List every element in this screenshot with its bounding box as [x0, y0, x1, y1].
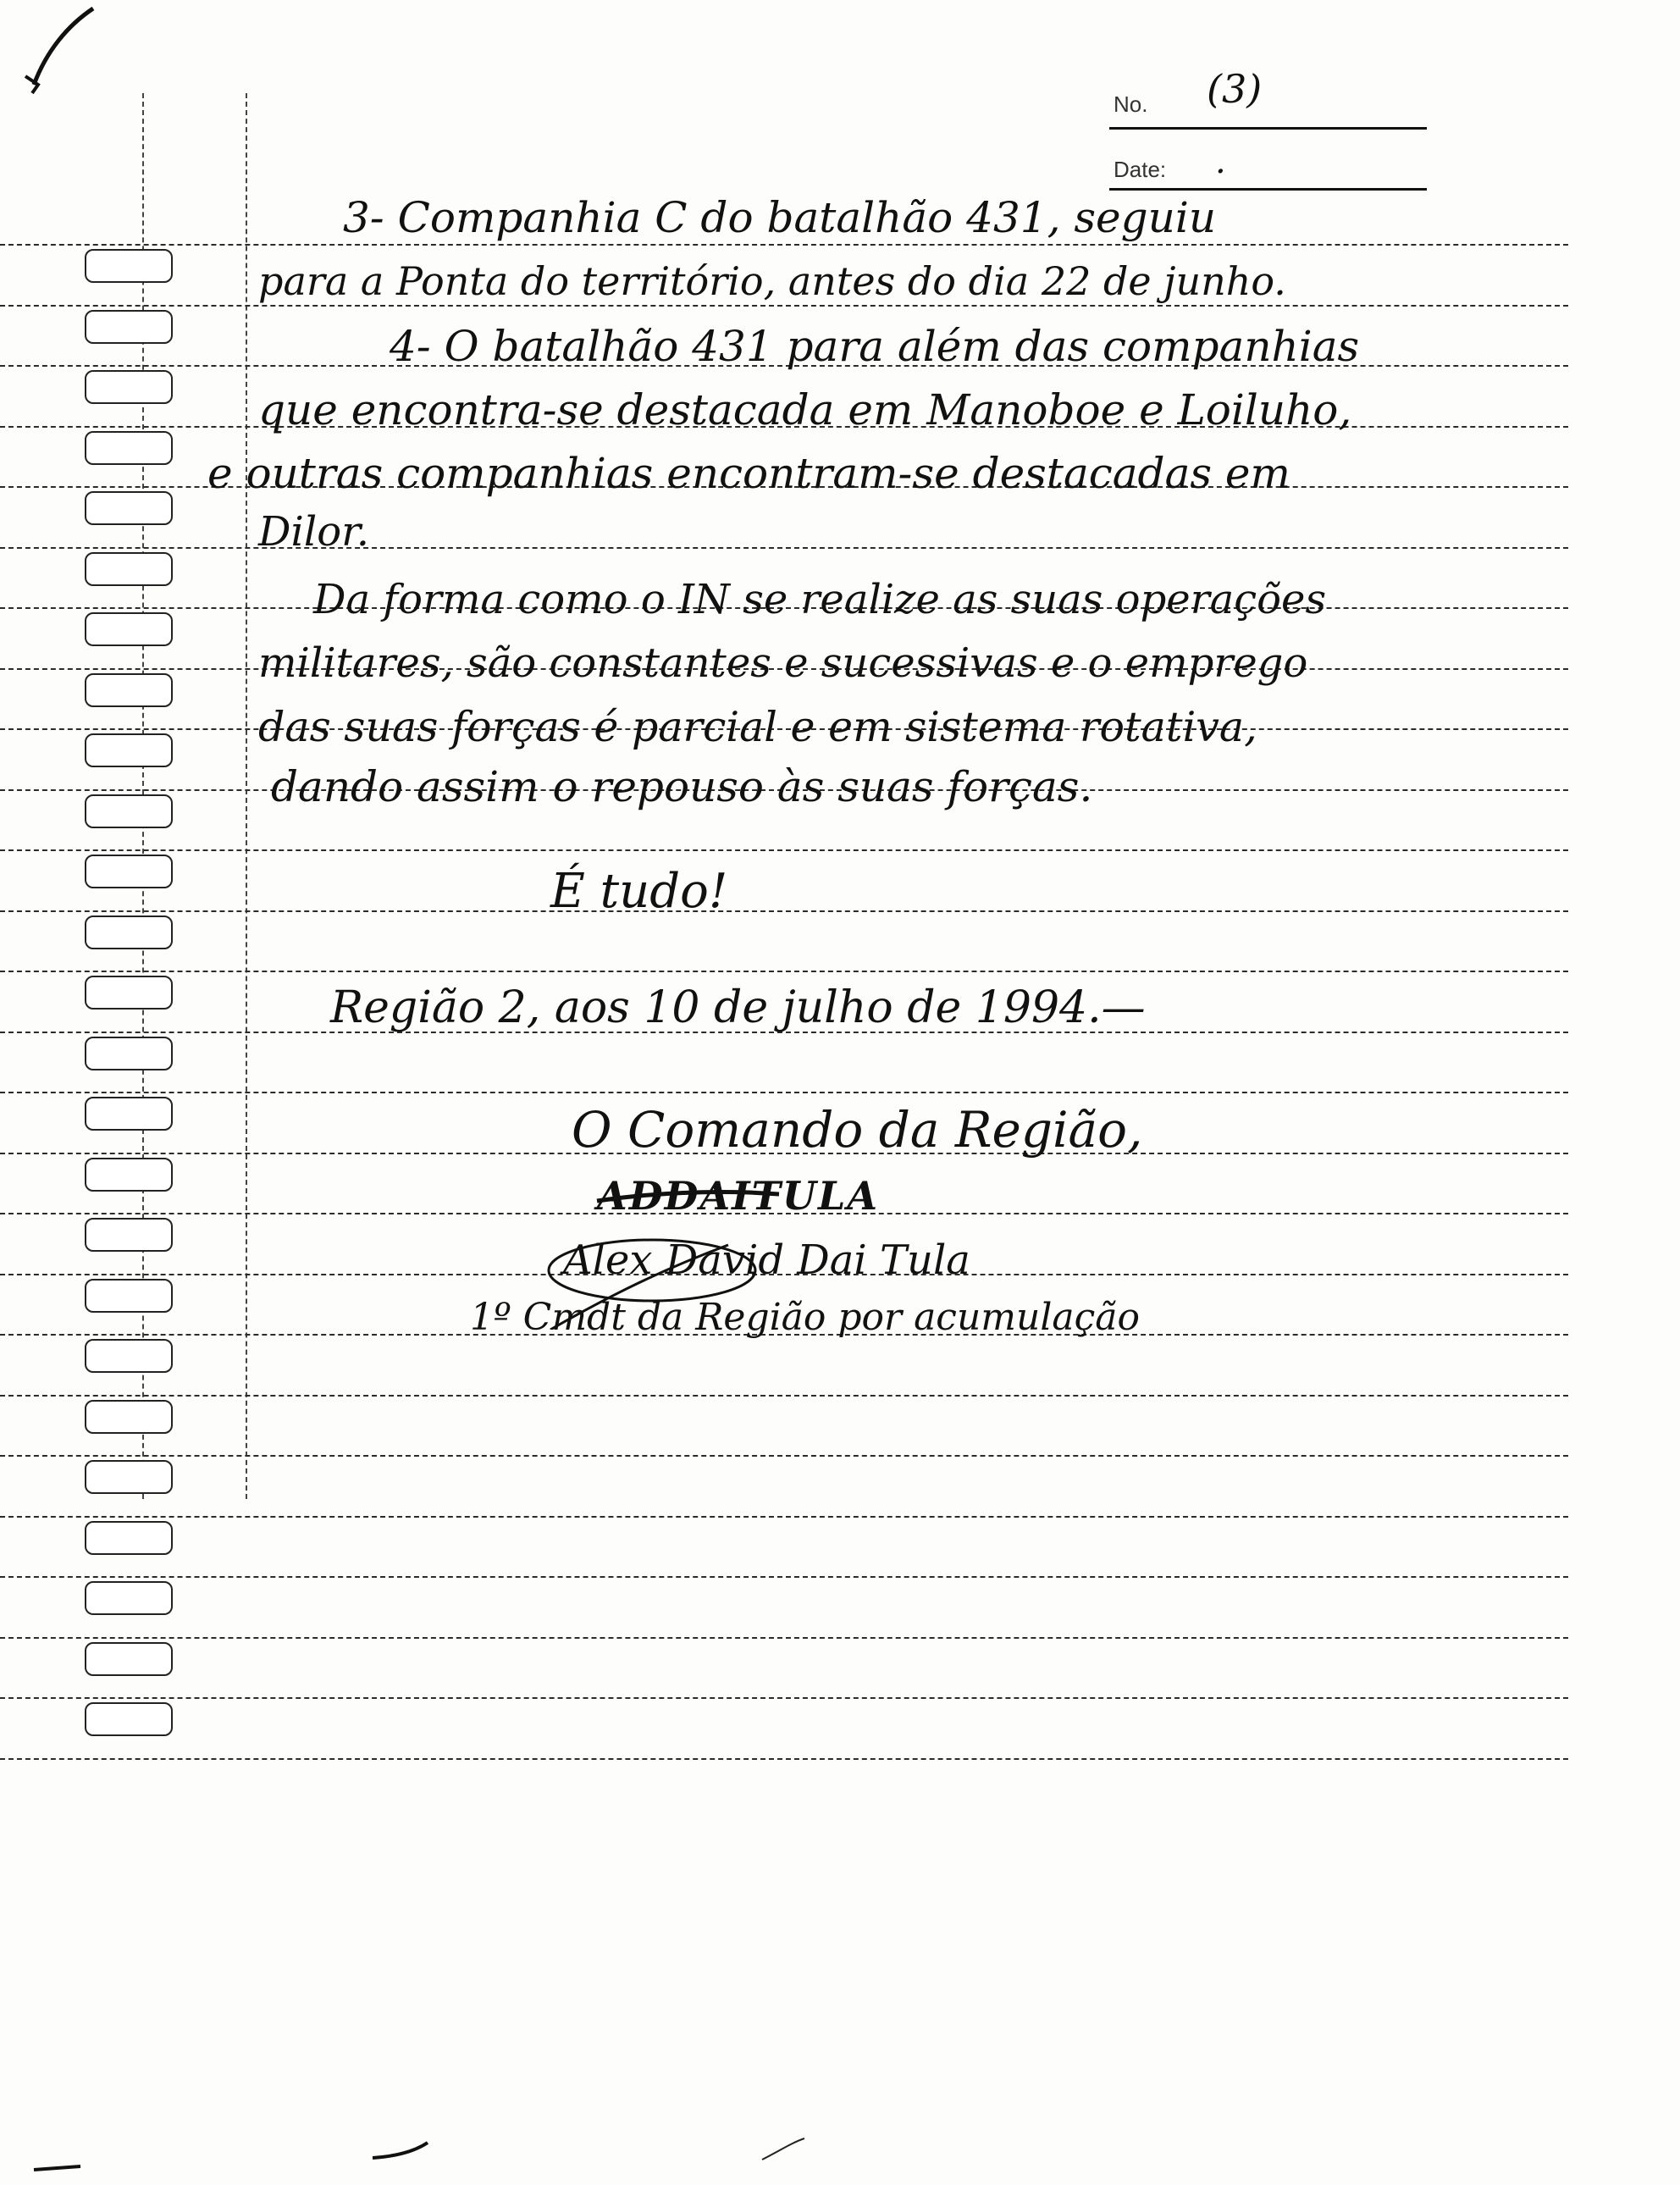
place-date: Região 2, aos 10 de julho de 1994.—: [330, 982, 1146, 1033]
ruled-line: [0, 1697, 1568, 1699]
ruled-line: [0, 1395, 1568, 1397]
body-line-3: 4- O batalhão 431 para além das companhias: [390, 322, 1360, 371]
binder-ring: [85, 431, 173, 465]
signer-title: 1º Cmdt da Região por acumulação: [470, 1296, 1141, 1339]
stray-marks: [0, 2016, 1680, 2185]
binder-ring: [85, 915, 173, 949]
body-line-4: que encontra-se destacada em Manoboe e Loiluho,: [258, 385, 1352, 434]
body-line-6: Dilor.: [258, 508, 370, 556]
no-value: (3): [1207, 66, 1263, 112]
binder-ring: [85, 612, 173, 646]
ruled-line: [0, 910, 1568, 912]
ruled-line: [0, 1637, 1568, 1639]
body-line-1: 3- Companhia C do batalhão 431, seguiu: [343, 193, 1217, 242]
body-line-5: e outras companhias encontram-se destacadas em: [207, 449, 1290, 498]
ruled-line: [0, 547, 1568, 549]
signer-name: Alex David Dai Tula: [563, 1236, 970, 1284]
body-line-9: das suas forças é parcial e em sistema rotativa,: [258, 703, 1257, 751]
signature-text: ADDAITULA: [597, 1173, 880, 1219]
ruled-line: [0, 244, 1568, 246]
binder-ring: [85, 1037, 173, 1070]
binder-ring: [85, 1279, 173, 1313]
binder-ring: [85, 1218, 173, 1252]
ruled-line: [0, 1092, 1568, 1093]
body-line-8: militares, são constantes e sucessivas e o emprego: [258, 639, 1308, 687]
binder-ring: [85, 794, 173, 828]
binder-ring: [85, 552, 173, 586]
binder-ring: [85, 491, 173, 525]
no-underline: [1109, 127, 1427, 130]
ruled-line: [0, 971, 1568, 972]
binder-ring: [85, 673, 173, 707]
binder-ring: [85, 1339, 173, 1373]
binder-ring: [85, 976, 173, 1010]
salutation: O Comando da Região,: [572, 1101, 1143, 1159]
no-label: No.: [1114, 91, 1148, 117]
body-line-7: Da forma como o IN se realize as suas operações: [313, 576, 1327, 623]
binder-ring: [85, 1642, 173, 1676]
top-left-mark: [0, 0, 119, 102]
margin-line-right: [246, 93, 247, 1499]
closing-text: É tudo!: [550, 864, 728, 919]
date-value: .: [1215, 142, 1226, 181]
ruled-line: [0, 1516, 1568, 1518]
date-label: Date:: [1114, 157, 1167, 182]
ruled-line: [0, 305, 1568, 307]
binder-ring: [85, 1521, 173, 1555]
binder-ring: [85, 1702, 173, 1736]
ruled-line: [0, 849, 1568, 851]
ruled-line: [0, 1576, 1568, 1578]
binder-ring: [85, 733, 173, 767]
binder-ring: [85, 855, 173, 888]
binder-ring: [85, 249, 173, 283]
ruled-line: [0, 1455, 1568, 1457]
ruled-line: [0, 1758, 1568, 1760]
binder-ring: [85, 310, 173, 344]
binder-ring: [85, 1158, 173, 1192]
date-underline: [1109, 188, 1427, 191]
binder-ring: [85, 1460, 173, 1494]
body-line-2: para a Ponta do território, antes do dia 22 de junho.: [258, 258, 1286, 304]
binder-ring: [85, 1581, 173, 1615]
binder-ring: [85, 370, 173, 404]
binder-ring: [85, 1400, 173, 1434]
binder-ring: [85, 1097, 173, 1131]
body-line-10: dando assim o repouso às suas forças.: [271, 762, 1093, 811]
